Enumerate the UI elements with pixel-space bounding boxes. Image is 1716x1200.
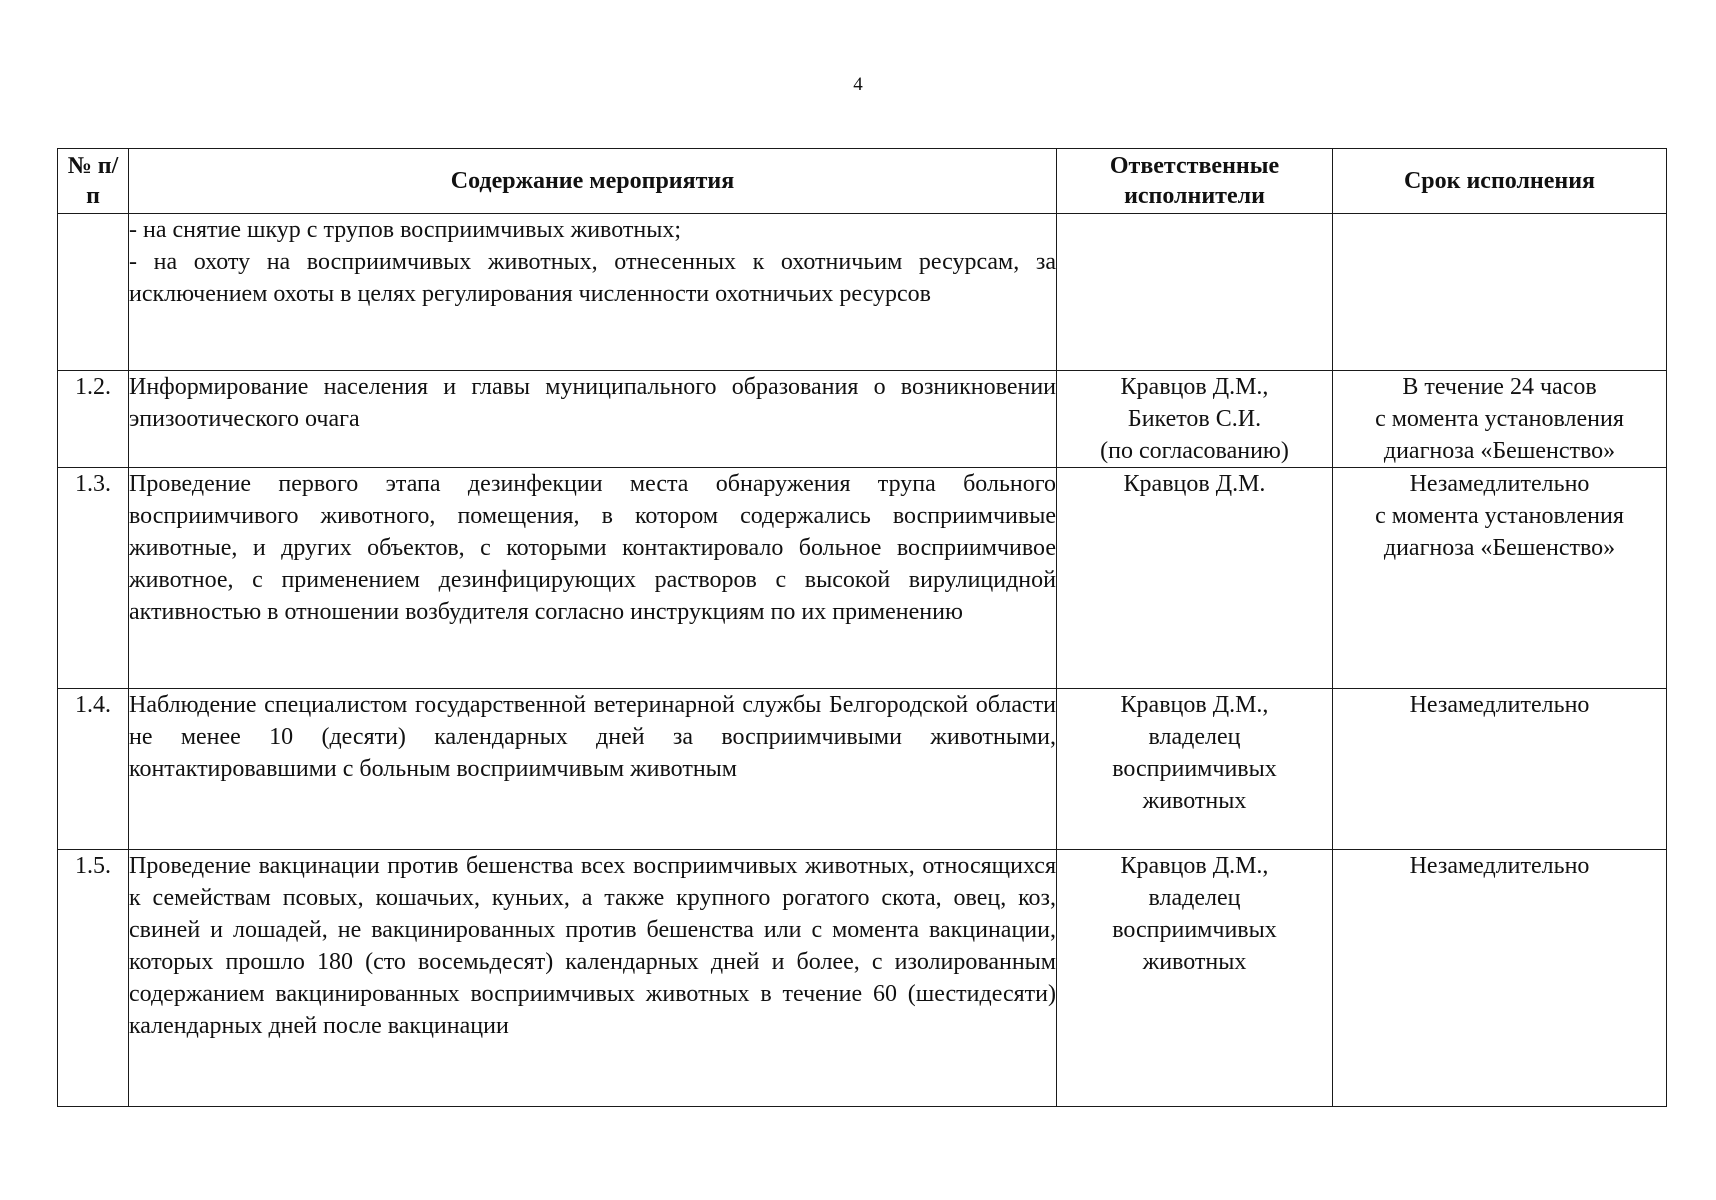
row-term	[1333, 689, 1667, 850]
page-number: 4	[853, 74, 863, 95]
row-content	[129, 468, 1057, 689]
row-number: 1.4.	[58, 689, 129, 850]
row-content	[129, 689, 1057, 850]
header-content: Содержание мероприятия	[129, 149, 1057, 214]
measures-table	[57, 148, 1667, 1107]
row-term	[1333, 371, 1667, 468]
row-responsible	[1057, 850, 1333, 1107]
header-num: № п/п	[58, 149, 129, 214]
row-term	[1333, 214, 1667, 371]
content-paragraph: - на снятие шкур с трупов восприимчивых животных;	[129, 217, 682, 243]
row-term	[1333, 468, 1667, 689]
responsible-line: животных	[1142, 949, 1247, 975]
table-row	[58, 371, 1667, 468]
responsible-line: (по согласованию)	[1100, 438, 1289, 464]
term-line: с момента установления	[1375, 503, 1624, 529]
table-row	[58, 850, 1667, 1107]
responsible-line: Кравцов Д.М.,	[1120, 692, 1269, 718]
term-line: Незамедлительно	[1409, 692, 1590, 718]
row-responsible	[1057, 214, 1333, 371]
table-header-row	[58, 149, 1667, 214]
term-line: Незамедлительно	[1409, 471, 1590, 497]
content-paragraph: - на охоту на восприимчивых животных, отнесенных к охотничьим ресурсам, за исключением охоты в целях регулирования численности охотничьих ресурсов	[129, 249, 1056, 307]
term-line: В течение 24 часов	[1402, 374, 1597, 400]
row-content	[129, 214, 1057, 371]
row-term	[1333, 850, 1667, 1107]
content-paragraph: Информирование населения и главы муниципального образования о возникновении эпизоотического очага	[129, 374, 1056, 432]
responsible-line: Кравцов Д.М.	[1123, 471, 1266, 497]
responsible-line: Кравцов Д.М.,	[1120, 853, 1269, 879]
term-line: диагноза «Бешенство»	[1383, 535, 1616, 561]
responsible-line: Бикетов С.И.	[1127, 406, 1262, 432]
responsible-line: восприимчивых	[1112, 917, 1277, 943]
row-responsible	[1057, 689, 1333, 850]
table-row	[58, 689, 1667, 850]
table-row	[58, 468, 1667, 689]
term-line: Незамедлительно	[1409, 853, 1590, 879]
row-content	[129, 850, 1057, 1107]
row-responsible	[1057, 468, 1333, 689]
content-paragraph: Проведение первого этапа дезинфекции места обнаружения трупа больного восприимчивого животного, помещения, в котором содержались восприимчивые животные, и других объектов, с которыми контактировало больное восприимчивое животное, с применением дезинфицирующих растворов с высокой вирулицидной активностью в отношении возбудителя согласно инструкциям по их применению	[129, 471, 1056, 625]
row-number: 1.5.	[58, 850, 129, 1107]
header-term: Срок исполнения	[1333, 149, 1667, 214]
header-responsible: Ответственные исполнители	[1057, 149, 1333, 214]
term-line: с момента установления	[1375, 406, 1624, 432]
responsible-line: владелец	[1148, 885, 1241, 911]
content-paragraph: Наблюдение специалистом государственной ветеринарной службы Белгородской области не менее 10 (десяти) календарных дней за восприимчивыми животными, контактировавшими с больным восприимчивым животным	[129, 692, 1056, 782]
row-content	[129, 371, 1057, 468]
row-number: 1.3.	[58, 468, 129, 689]
row-number	[58, 214, 129, 371]
row-number: 1.2.	[58, 371, 129, 468]
term-line: диагноза «Бешенство»	[1383, 438, 1616, 464]
responsible-line: Кравцов Д.М.,	[1120, 374, 1269, 400]
row-responsible	[1057, 371, 1333, 468]
responsible-line: животных	[1142, 788, 1247, 814]
table-row	[58, 214, 1667, 371]
responsible-line: владелец	[1148, 724, 1241, 750]
content-paragraph: Проведение вакцинации против бешенства всех восприимчивых животных, относящихся к семействам псовых, кошачьих, куньих, а также крупного рогатого скота, овец, коз, свиней и лошадей, не вакцинированных против бешенства или с момента вакцинации, которых прошло 180 (сто восемьдесят) календарных дней и более, с изолированным содержанием вакцинированных восприимчивых животных в течение 60 (шестидесяти) календарных дней после вакцинации	[129, 853, 1056, 1039]
responsible-line: восприимчивых	[1112, 756, 1277, 782]
